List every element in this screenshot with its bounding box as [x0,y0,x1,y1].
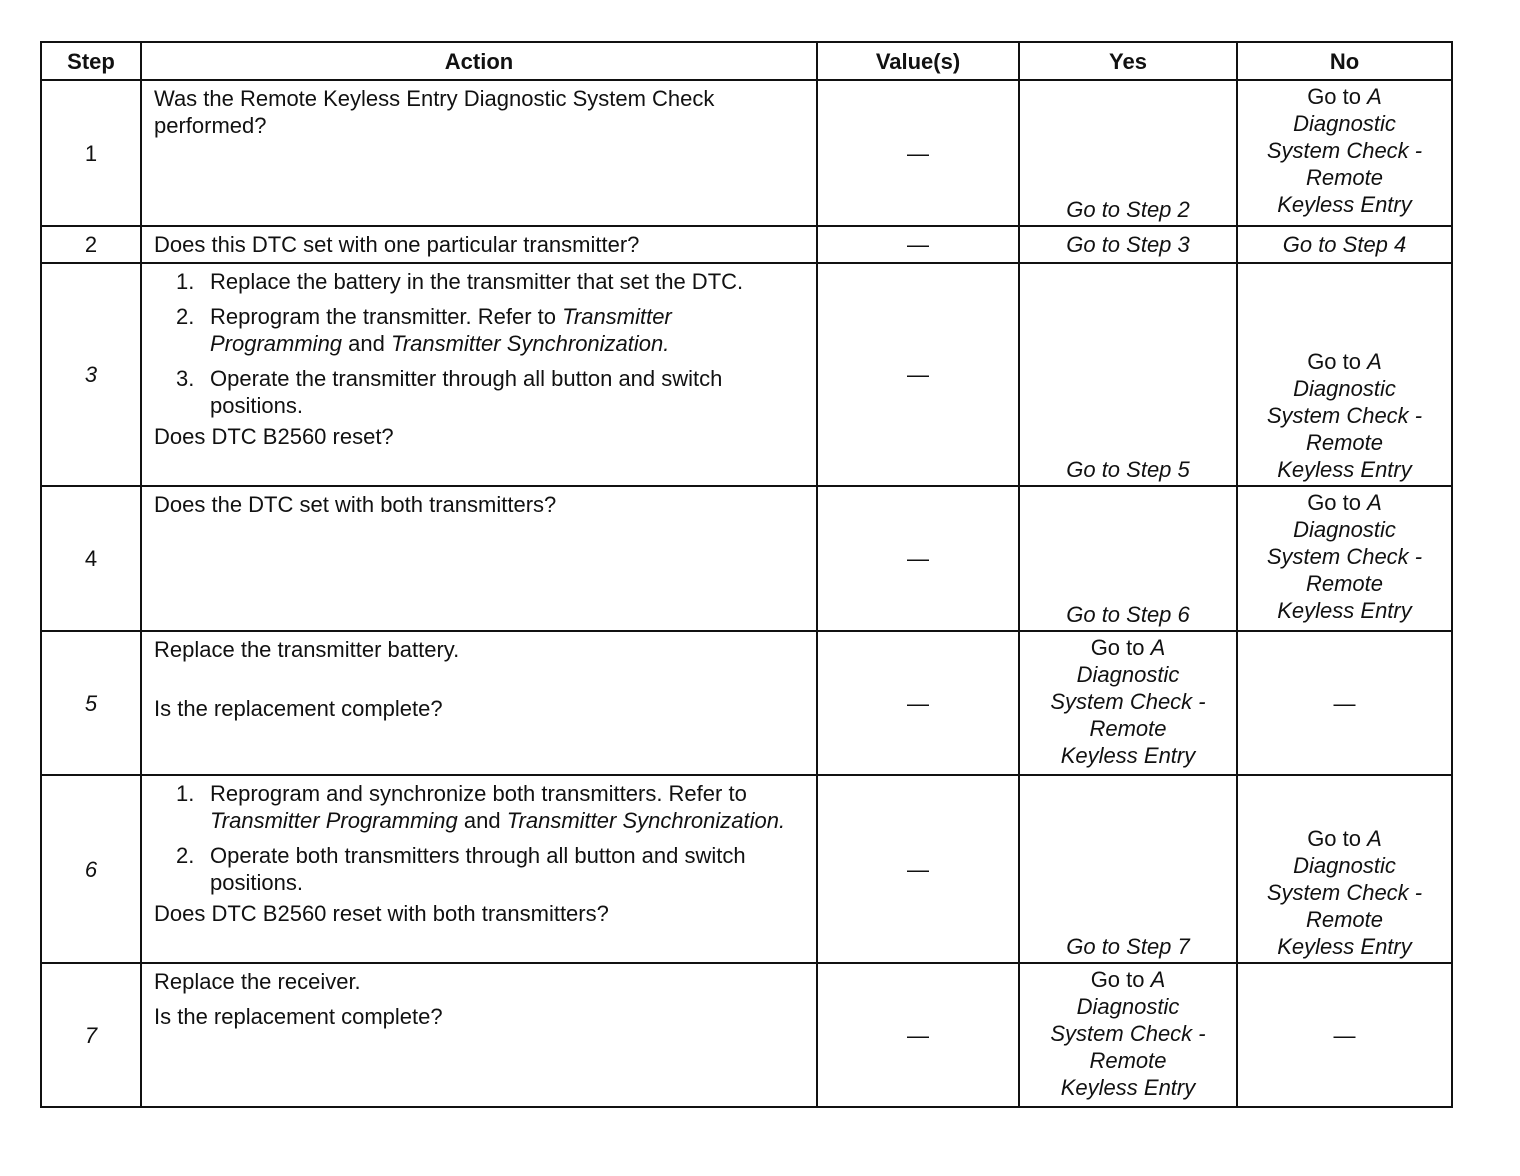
item-text: Operate the transmitter through all button and switch positions. [210,366,723,418]
yes-cell [1019,80,1237,226]
goto-prefix: Go to [1090,967,1145,992]
header-yes: Yes [1019,42,1237,80]
yes-cell [1019,631,1237,775]
diagnostic-table [40,41,1453,1108]
yes-cell [1019,963,1237,1107]
value-cell: — [817,631,1019,775]
goto-link[interactable]: Go to Step 4 [1282,232,1407,257]
goto-l5: Keyless Entry [1277,457,1412,482]
action-cell [141,775,817,963]
action-text: Replace the receiver. [154,969,361,994]
list-item: 1. Replace the battery in the transmitter that set the DTC. [176,269,744,294]
and-text: and [463,808,501,833]
header-row [41,42,1452,80]
yes-cell [1019,263,1237,486]
value-cell: — [817,263,1019,486]
goto-prefix: Go to [1307,490,1361,515]
goto-l2: Diagnostic [1293,517,1396,542]
goto-l5: Keyless Entry [1277,192,1412,217]
goto-l3: System Check - [1266,880,1423,905]
header-step: Step [41,42,141,80]
table-row [41,263,1452,486]
goto-l5: Keyless Entry [1060,743,1196,768]
goto-diag-link[interactable] [1244,489,1445,624]
table-row [41,963,1452,1107]
goto-l2: Diagnostic [1076,994,1180,1019]
value-cell: — [817,80,1019,226]
table-row [41,80,1452,226]
goto-a: A [1150,635,1166,660]
no-cell [1237,486,1452,631]
list-item: 3. Operate the transmitter through all button and switch positions. [154,365,806,419]
goto-link[interactable]: Go to Step 2 [1066,197,1190,222]
action-cell [141,963,817,1107]
header-values: Value(s) [817,42,1019,80]
goto-a: A [1150,967,1166,992]
item-text: Replace the battery in the transmitter that set the DTC. [210,269,744,294]
goto-l5: Keyless Entry [1277,598,1412,623]
step-number: 2 [41,226,141,263]
action-text: Does the DTC set with both transmitters? [154,492,557,517]
goto-l2: Diagnostic [1293,853,1396,878]
value-cell: — [817,963,1019,1107]
goto-diag-link[interactable] [1244,825,1445,960]
list-item: 1. Reprogram and synchronize both transmitters. Refer to Transmitter Programming and Transmitter Synchronization. [176,781,786,833]
goto-diag-link[interactable] [1244,83,1445,218]
step-number: 1 [41,80,141,226]
goto-a: A [1367,84,1382,109]
no-cell [1237,226,1452,263]
goto-l3: System Check - [1266,544,1423,569]
goto-l4: Remote [1305,571,1384,596]
goto-diag-link[interactable] [1244,348,1445,483]
and-text: and [348,331,385,356]
goto-l4: Remote [1305,907,1384,932]
no-cell [1237,263,1452,486]
goto-l5: Keyless Entry [1277,934,1412,959]
goto-l4: Remote [1305,165,1384,190]
goto-link[interactable]: Go to Step 6 [1066,602,1190,627]
goto-l4: Remote [1305,430,1384,455]
no-cell: — [1237,631,1452,775]
goto-l3: System Check - [1050,689,1206,714]
goto-link[interactable]: Go to Step 7 [1066,934,1190,959]
step-number: 4 [41,486,141,631]
goto-l3: System Check - [1266,138,1423,163]
ref-link[interactable]: Transmitter Synchronization. [506,808,786,833]
table-row [41,631,1452,775]
goto-diag-link[interactable] [1026,634,1230,769]
question-text: Is the replacement complete? [154,696,443,721]
value-cell: — [817,486,1019,631]
ref-link[interactable]: Transmitter Programming [210,808,458,833]
step-number: 3 [41,263,141,486]
action-cell [141,80,817,226]
header-no: No [1237,42,1452,80]
table-row [41,775,1452,963]
ref-link[interactable]: Transmitter Synchronization. [391,331,670,356]
item-text: Reprogram the transmitter. Refer to [210,304,557,329]
goto-diag-link[interactable] [1026,966,1230,1101]
goto-link[interactable]: Go to Step 5 [1066,457,1190,482]
goto-prefix: Go to [1307,826,1361,851]
step-number: 6 [41,775,141,963]
goto-l2: Diagnostic [1076,662,1180,687]
no-cell [1237,775,1452,963]
action-cell [141,226,817,263]
step-number: 7 [41,963,141,1107]
list-item: 2. Reprogram the transmitter. Refer to Transmitter Programming and Transmitter Synchronization. [176,304,672,356]
action-text: Was the Remote Keyless Entry Diagnostic System Check performed? [154,86,715,138]
action-list [154,780,806,896]
action-text: Does this DTC set with one particular transmitter? [154,232,640,257]
header-action: Action [141,42,817,80]
goto-link[interactable]: Go to Step 3 [1066,232,1190,257]
yes-cell [1019,226,1237,263]
ref-link[interactable]: Transmitter Programming [210,304,672,356]
no-cell [1237,80,1452,226]
yes-cell [1019,775,1237,963]
goto-a: A [1367,826,1382,851]
item-text: Reprogram and synchronize both transmitters. Refer to [210,781,747,806]
goto-a: A [1367,349,1382,374]
no-cell: — [1237,963,1452,1107]
action-list [154,268,806,419]
action-cell [141,631,817,775]
goto-l4: Remote [1089,1048,1167,1073]
goto-l3: System Check - [1050,1021,1206,1046]
table-row [41,486,1452,631]
goto-l2: Diagnostic [1293,376,1396,401]
action-text: Replace the transmitter battery. [154,637,460,662]
yes-cell [1019,486,1237,631]
item-text: Operate both transmitters through all button and switch positions. [210,843,746,895]
goto-prefix: Go to [1307,84,1361,109]
goto-a: A [1367,490,1382,515]
action-cell [141,263,817,486]
list-item: 2. Operate both transmitters through all button and switch positions. [154,842,806,896]
goto-l5: Keyless Entry [1060,1075,1196,1100]
step-number: 5 [41,631,141,775]
goto-l2: Diagnostic [1293,111,1396,136]
value-cell: — [817,226,1019,263]
goto-prefix: Go to [1090,635,1145,660]
goto-l4: Remote [1089,716,1167,741]
value-cell: — [817,775,1019,963]
goto-prefix: Go to [1307,349,1361,374]
table-row [41,226,1452,263]
goto-l3: System Check - [1266,403,1423,428]
question-text: Does DTC B2560 reset? [154,424,394,449]
question-text: Does DTC B2560 reset with both transmitters? [154,901,609,926]
action-cell [141,486,817,631]
question-text: Is the replacement complete? [154,1004,443,1029]
